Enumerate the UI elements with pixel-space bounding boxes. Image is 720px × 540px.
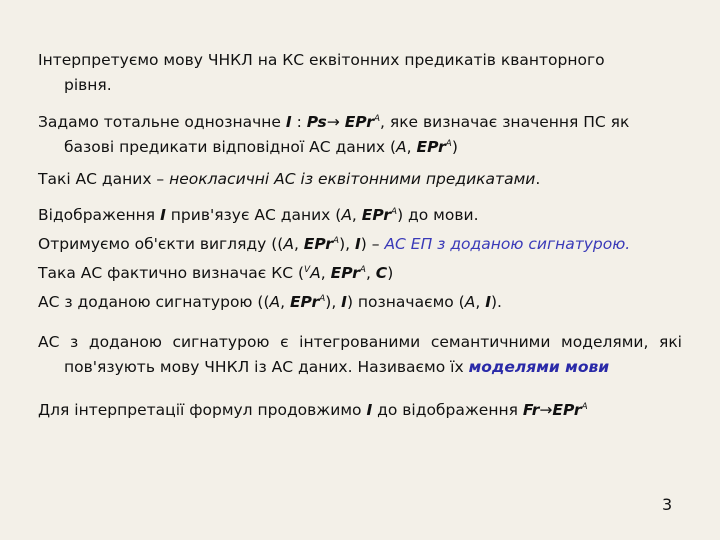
p7-comma2: ,: [475, 293, 486, 311]
paragraph-1: [38, 48, 682, 98]
p9-Fr: Fr: [522, 401, 540, 419]
p2-A: A: [396, 138, 407, 156]
p9-arrow: →: [539, 401, 553, 419]
p8-line1: АС з доданою сигнатурою є інтегрованими семантичними моделями, які: [38, 333, 682, 351]
p6-text: Така АС фактично визначає КС (: [38, 264, 304, 282]
p2-supA: A: [373, 114, 381, 124]
p6-close: ): [387, 264, 394, 282]
p4-EPr: EPr: [361, 206, 391, 224]
p1-line2: рівня.: [64, 76, 112, 94]
p2-I: I: [285, 113, 292, 131]
p2-close: ): [451, 138, 458, 156]
p2-rest: , яке визначає значення ПС як: [380, 113, 630, 131]
p7-supA: A: [319, 294, 326, 304]
p5-text2: ),: [339, 235, 355, 253]
p7-A2: A: [464, 293, 476, 311]
p8-line2: [38, 355, 682, 380]
p2-line2: [38, 135, 682, 160]
p2-text: Задамо тотальне однозначне: [38, 113, 286, 131]
p2-supA2: A: [445, 139, 452, 149]
p3-dot: .: [535, 170, 541, 188]
p5-dot: .: [625, 235, 631, 253]
paragraph-2: [38, 110, 682, 160]
p2-EPr: EPr: [344, 113, 374, 131]
page-number: 3: [662, 495, 673, 514]
p5-supA: A: [332, 236, 340, 246]
p4-text3: ) до мови.: [397, 206, 479, 224]
p6-A: A: [310, 264, 321, 282]
p7-I: I: [341, 293, 347, 311]
p2-Ps: Ps: [306, 113, 327, 131]
p3-text: Такі АС даних –: [38, 170, 170, 188]
p1-line1: Інтерпретуємо мову ЧНКЛ на КС еквітонних предикатів кванторного: [38, 51, 605, 69]
p4-comma: ,: [351, 206, 362, 224]
p7-A: A: [269, 293, 281, 311]
p6-comma2: ,: [365, 264, 376, 282]
p5-comma: ,: [293, 235, 304, 253]
p6-C: C: [375, 264, 388, 282]
p5-text3: ) –: [360, 235, 385, 253]
p9-text2: до відображення: [372, 401, 523, 419]
p8-blue-term: моделями мови: [468, 358, 610, 376]
p9-I: I: [366, 401, 373, 419]
p5-A: A: [283, 235, 294, 253]
p7-I2: I: [485, 293, 491, 311]
p2-comma: ,: [406, 138, 417, 156]
p6-supV: V: [304, 265, 311, 275]
p2-arrow: →: [326, 113, 345, 131]
p4-text2: прив'язує АС даних (: [165, 206, 342, 224]
p7-text3: ) позначаємо (: [346, 293, 465, 311]
p4-I: I: [160, 206, 166, 224]
p4-A: A: [341, 206, 352, 224]
paragraph-5: [38, 232, 682, 257]
p5-I: I: [355, 235, 361, 253]
p7-comma: ,: [280, 293, 290, 311]
p2-colon: :: [291, 113, 307, 131]
p7-EPr: EPr: [289, 293, 320, 311]
p7-text2: ),: [325, 293, 342, 311]
p9-text: Для інтерпретації формул продовжимо: [38, 401, 367, 419]
paragraph-9: [38, 398, 682, 423]
paragraph-8: [38, 330, 682, 380]
p5-blue-term: АС ЕП з доданою сигнатурою: [384, 235, 626, 253]
p9-supA: A: [581, 402, 588, 412]
paragraph-6: [38, 261, 682, 286]
p9-EPr: EPr: [552, 401, 582, 419]
p4-supA: A: [390, 207, 398, 217]
p4-text: Відображення: [38, 206, 161, 224]
p5-EPr: EPr: [303, 235, 333, 253]
p6-EPr: EPr: [330, 264, 360, 282]
paragraph-3: [38, 167, 682, 192]
p6-supA: A: [359, 265, 366, 275]
p7-text: АС з доданою сигнатурою ((: [38, 293, 270, 311]
p6-comma: ,: [320, 264, 331, 282]
p7-text4: ).: [490, 293, 502, 311]
p2-EPr2: EPr: [416, 138, 446, 156]
p3-emphasis: неокласичні АС із еквітонними предикатами: [169, 170, 536, 188]
p5-text: Отримуємо об'єкти вигляду ((: [38, 235, 284, 253]
p2-line2-text: базові предикати відповідної АС даних (: [64, 138, 397, 156]
paragraph-7: [38, 290, 682, 315]
p8-text: пов'язують мову ЧНКЛ із АС даних. Називаємо їх: [64, 358, 469, 376]
paragraph-4: [38, 203, 682, 228]
